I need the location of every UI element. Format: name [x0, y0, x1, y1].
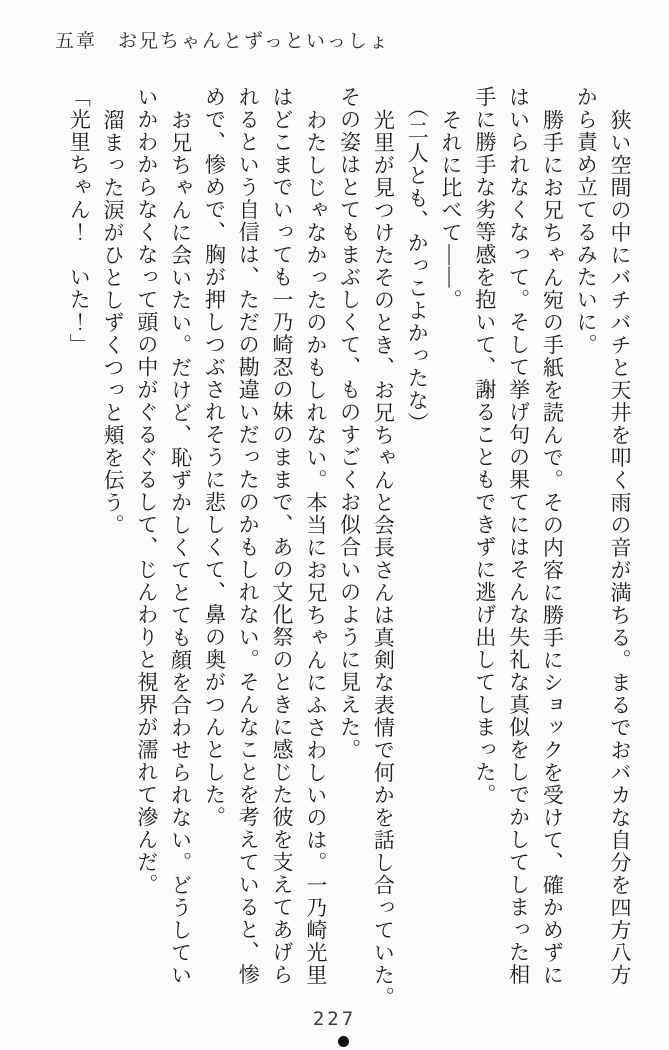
- text-line: お兄ちゃんに会いたい。だけど、恥ずかしくてとても顔を合わせられない。どうしてい: [168, 108, 193, 986]
- text-line: その姿はとてもまぶしくて、ものすごくお似合いのように見えた。: [337, 86, 362, 761]
- text-line: わたしじゃなかったのかもしれない。本当にお兄ちゃんにふさわしいのは。一乃崎光里: [303, 108, 328, 986]
- text-line: 光里が見つけたそのとき、お兄ちゃんと会長さんは真剣な表情で何かを話し合っていた。: [371, 108, 396, 1009]
- text-line: れるという自信は、ただの勘違いだったのかもしれない。そんなことを考えていると、惨: [236, 86, 261, 986]
- text-line: から責め立てるみたいに。: [574, 86, 599, 356]
- text-line: めで、惨めで、胸が押しつぶされそうに悲しくて、鼻の奥がつんとした。: [202, 86, 227, 829]
- chapter-header: 五章 お兄ちゃんとずっといっしょ: [55, 31, 390, 52]
- text-line: はいられなくなって。そして挙げ句の果てにはそんな失礼な真似をしでかしてしまった相: [506, 86, 531, 986]
- text-line: いかわからなくなって頭の中がぐるぐるして、じんわりと視界が濡れて滲んだ。: [134, 86, 159, 896]
- text-line: はどこまでいっても一乃崎忍の妹のままで、あの文化祭のときに感じた彼を支えてあげら: [270, 86, 295, 986]
- page-number: 227: [312, 1008, 357, 1030]
- page-body-vertical-text: [61, 86, 636, 1009]
- text-line: それに比べて――。: [439, 108, 464, 311]
- text-line: 「光里ちゃん！ いた！」: [67, 86, 92, 356]
- footer-dot-mark: [338, 1036, 349, 1047]
- text-line: 狭い空間の中にバチバチと天井を叩く雨の音が満ちる。まるでおバカな自分を四方八方: [608, 108, 632, 986]
- text-line: （二人とも、かっこよかったな）: [405, 97, 430, 435]
- text-line: 溜まった涙がひとしずくつっと頬を伝う。: [101, 108, 126, 536]
- text-line: 勝手にお兄ちゃん宛の手紙を読んで。その内容に勝手にショックを受けて、確かめずに: [540, 108, 565, 986]
- text-line: 手に勝手な劣等感を抱いて、謝ることもできずに逃げ出してしまった。: [472, 86, 497, 806]
